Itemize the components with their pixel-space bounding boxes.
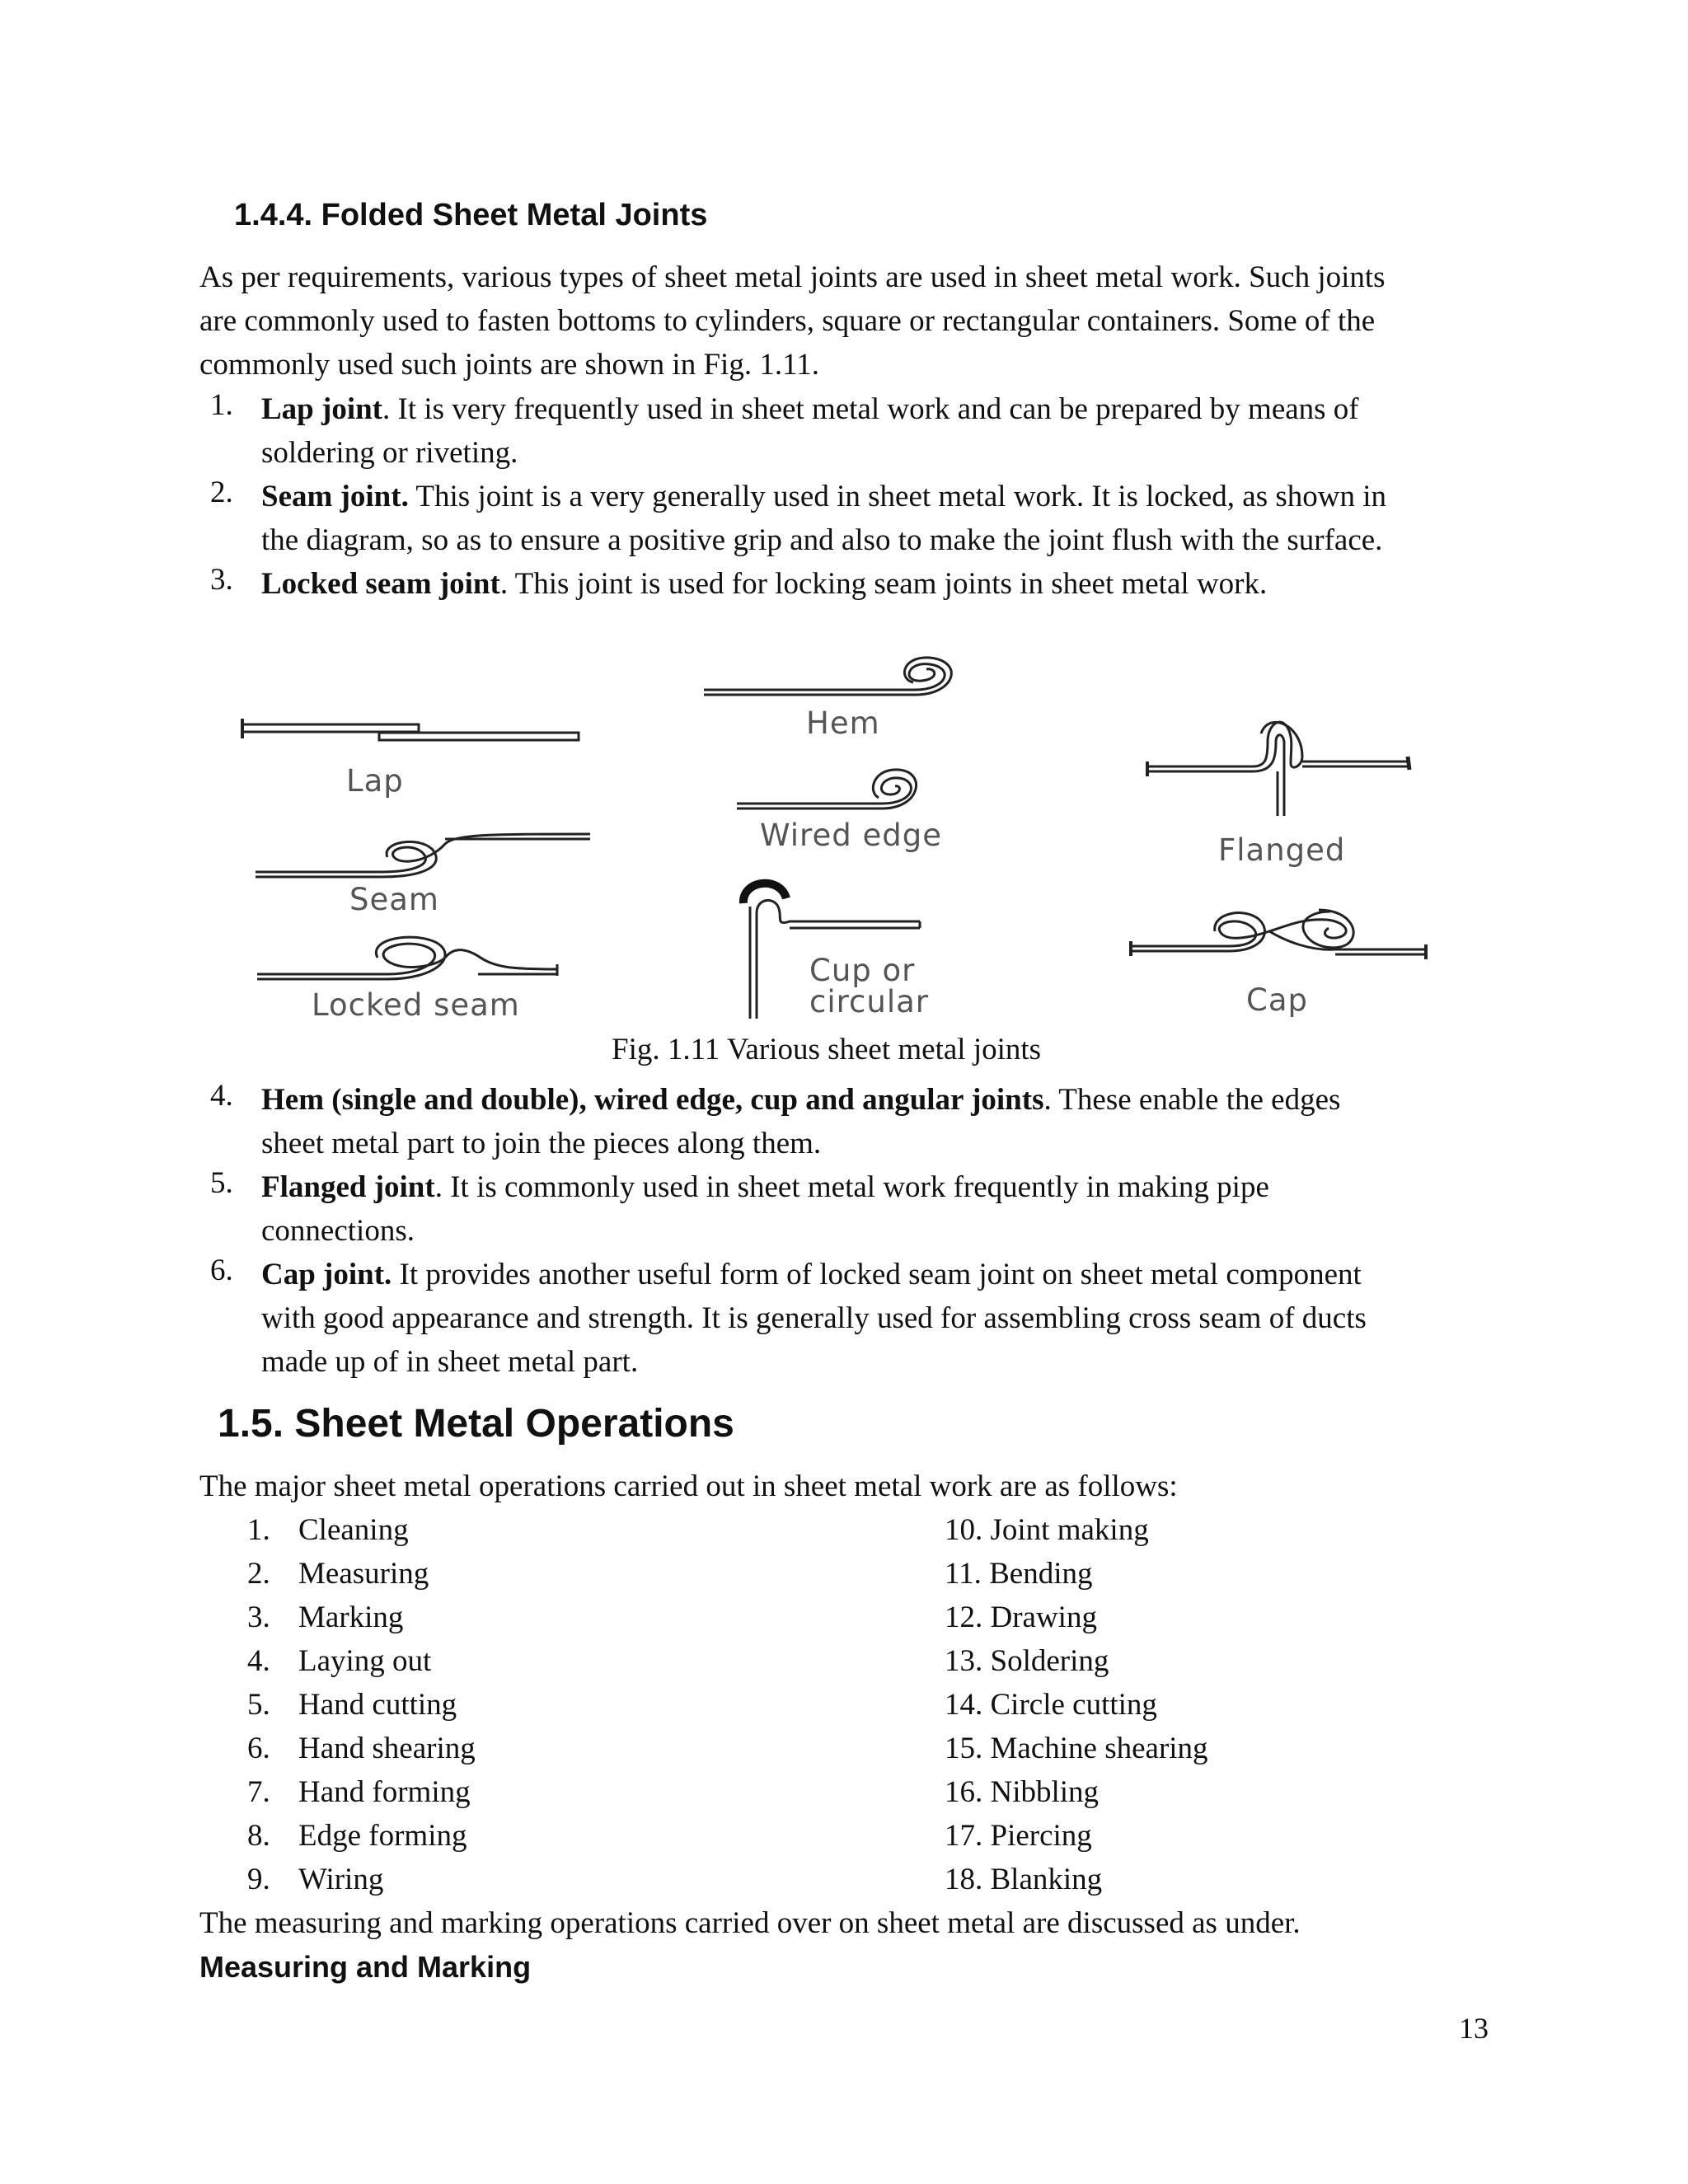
page-number: 13 [1459, 2012, 1489, 2045]
operation-item: Laying out [298, 1644, 432, 1678]
list-number: 2. [210, 476, 233, 509]
operations-intro: The major sheet metal operations carried out in sheet metal work are as follows: [199, 1469, 1178, 1503]
operation-number: 5. [247, 1688, 270, 1722]
hem-drawing [704, 658, 951, 695]
label-locked-seam: Locked seam [312, 987, 520, 1023]
list-number: 5. [210, 1166, 233, 1200]
list-item-title: Cap joint. [261, 1258, 392, 1291]
subheading: Measuring and Marking [199, 1950, 532, 1984]
label-cap: Cap [1246, 982, 1308, 1018]
operation-item: 16. Nibbling [945, 1775, 1100, 1809]
list-item [261, 387, 1493, 475]
list-item [261, 1078, 1493, 1165]
list-item-title: Lap joint [261, 392, 383, 426]
list-item-title: Seam joint. [261, 480, 409, 513]
operation-number: 4. [247, 1644, 270, 1678]
list-number: 6. [210, 1254, 233, 1287]
operation-item: Hand forming [298, 1775, 471, 1809]
list-item [261, 1253, 1493, 1384]
list-item-text: sheet metal part to join the pieces along them. [261, 1127, 822, 1160]
label-cup-line2: circular [809, 984, 929, 1019]
list-number: 1. [210, 388, 233, 422]
operation-item: Edge forming [298, 1819, 467, 1853]
operation-item: 13. Soldering [945, 1644, 1109, 1678]
joints-figure [0, 626, 1688, 1030]
label-hem: Hem [806, 705, 880, 741]
operation-item: Marking [298, 1601, 404, 1634]
intro-line-3: commonly used such joints are shown in Fig. 1.11. [199, 348, 819, 382]
intro-line-1: As per requirements, various types of sheet metal joints are used in sheet metal work. Such joints [199, 260, 1386, 294]
label-flanged: Flanged [1218, 832, 1346, 868]
operation-number: 7. [247, 1775, 270, 1809]
operation-item: 18. Blanking [945, 1863, 1103, 1896]
operations-outro: The measuring and marking operations carried over on sheet metal are discussed as under. [199, 1906, 1301, 1940]
label-lap: Lap [346, 763, 404, 799]
list-item-text: This joint is a very generally used in sheet metal work. It is locked, as shown in [408, 480, 1386, 513]
intro-line-2: are commonly used to fasten bottoms to cylinders, square or rectangular containers. Some of the [199, 304, 1376, 338]
list-item-text: made up of in sheet metal part. [261, 1345, 639, 1379]
operation-item: Wiring [298, 1863, 384, 1896]
flanged-joint-drawing [1147, 722, 1409, 816]
wired-edge-drawing [737, 770, 917, 808]
operation-number: 2. [247, 1557, 270, 1591]
operation-item: Hand shearing [298, 1732, 476, 1765]
list-item [261, 475, 1493, 562]
operation-item: 15. Machine shearing [945, 1732, 1208, 1765]
label-seam: Seam [349, 882, 439, 917]
list-item [261, 562, 1493, 606]
list-item-text: It provides another useful form of locked seam joint on sheet metal component [392, 1258, 1362, 1291]
operation-item: 12. Drawing [945, 1601, 1097, 1634]
list-item-text: . It is commonly used in sheet metal work frequently in making pipe [434, 1170, 1269, 1204]
operation-number: 9. [247, 1863, 270, 1896]
list-number: 4. [210, 1079, 233, 1113]
operation-item: 14. Circle cutting [945, 1688, 1157, 1722]
operation-number: 8. [247, 1819, 270, 1853]
operation-item: 17. Piercing [945, 1819, 1092, 1853]
list-item-text: the diagram, so as to ensure a positive grip and also to make the joint flush with the surface. [261, 523, 1383, 557]
label-wired-edge: Wired edge [760, 818, 942, 853]
list-item-text: . This joint is used for locking seam joints in sheet metal work. [499, 567, 1268, 601]
operation-item: Cleaning [298, 1513, 409, 1547]
list-item-text: . It is very frequently used in sheet metal work and can be prepared by means of [382, 392, 1359, 426]
list-item-text: connections. [261, 1214, 415, 1248]
list-item [261, 1165, 1493, 1253]
operation-item: Hand cutting [298, 1688, 457, 1722]
operation-item: Measuring [298, 1557, 429, 1591]
figure-caption: Fig. 1.11 Various sheet metal joints [612, 1033, 1042, 1066]
operation-number: 6. [247, 1732, 270, 1765]
operations-heading: 1.5. Sheet Metal Operations [218, 1402, 734, 1446]
operation-number: 3. [247, 1601, 270, 1634]
cap-joint-drawing [1131, 910, 1426, 959]
list-item-title: Flanged joint [261, 1170, 435, 1204]
section-heading: 1.4.4. Folded Sheet Metal Joints [234, 198, 708, 232]
list-number: 3. [210, 563, 233, 597]
label-cup-line1: Cup or [809, 953, 916, 988]
list-item-title: Locked seam joint [261, 567, 500, 601]
operation-number: 1. [247, 1513, 270, 1547]
lap-joint-drawing [242, 719, 579, 740]
seam-joint-drawing [256, 834, 590, 877]
list-item-text: soldering or riveting. [261, 436, 518, 470]
locked-seam-drawing [257, 937, 557, 979]
list-item-title: Hem (single and double), wired edge, cup and angular joints [261, 1083, 1044, 1117]
operation-item: 11. Bending [945, 1557, 1093, 1591]
list-item-text: with good appearance and strength. It is generally used for assembling cross seam of ducts [261, 1301, 1367, 1335]
operation-item: 10. Joint making [945, 1513, 1149, 1547]
list-item-text: . These enable the edges [1043, 1083, 1341, 1117]
